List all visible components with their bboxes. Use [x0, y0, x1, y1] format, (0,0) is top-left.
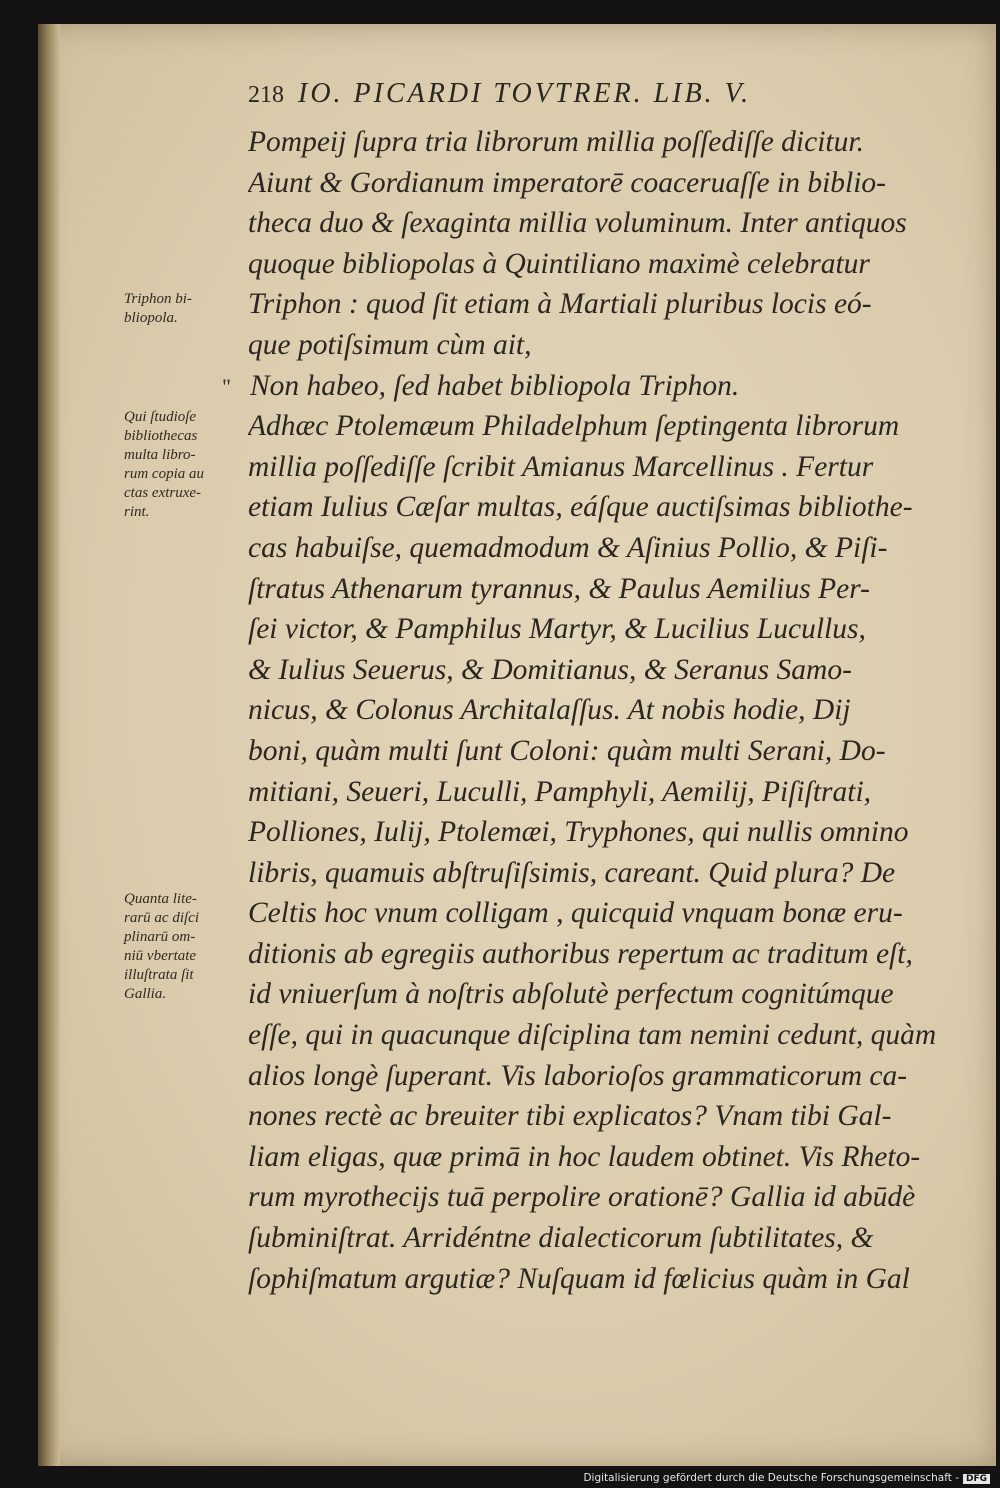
text-line: Triphon : quod ſit etiam à Martiali pluribus locis eó-	[248, 288, 872, 321]
margin-note-line: bliopola.	[124, 310, 178, 326]
quoted-verse-line: Non habeo, ſed habet bibliopola Triphon.	[250, 369, 740, 402]
text-line: millia poſſediſſe ſcribit Amianus Marcellinus . Fertur	[248, 450, 874, 483]
text-line: & Iulius Seuerus, & Domitianus, & Seranus Samo-	[248, 653, 852, 686]
margin-note-triphon	[124, 290, 244, 328]
footer-text: Digitalisierung gefördert durch die Deutsche Forschungsgemeinschaft -	[583, 1472, 959, 1484]
margin-note-line: rarū ac diſci	[124, 910, 199, 926]
text-line: Celtis hoc vnum colligam , quicquid vnquam bonæ eru-	[248, 897, 903, 930]
margin-note-line: Quanta lite-	[124, 891, 197, 907]
text-line: eſſe, qui in quacunque diſciplina tam nemini cedunt, quàm	[248, 1019, 937, 1052]
margin-note-gallia	[124, 890, 244, 1004]
text-line: nicus, & Colonus Architalaſſus. At nobis hodie, Dij	[248, 694, 851, 727]
margin-note-line: multa libro-	[124, 447, 196, 463]
margin-note-line: ctas extruxe-	[124, 485, 202, 501]
text-line: que potiſsimum cùm ait,	[248, 328, 532, 361]
margin-note-line: Qui ſtudioſe	[124, 409, 197, 425]
text-line: Pompeij ſupra tria librorum millia poſſediſſe dicitur.	[248, 126, 864, 158]
text-line: libris, quamuis abſtruſiſsimis, careant. Quid plura? De	[248, 856, 896, 889]
margin-note-line: rint.	[124, 504, 150, 520]
text-line: Polliones, Iulij, Ptolemæi, Tryphones, qui nullis omnino	[248, 816, 909, 849]
text-line: Aiunt & Gordianum imperatorē coaceruaſſe in biblio-	[248, 166, 886, 199]
page-number: 218	[248, 82, 284, 108]
running-head	[248, 78, 928, 118]
margin-note-line: Triphon bi-	[124, 291, 192, 307]
text-line: boni, quàm multi ſunt Coloni: quàm multi Serani, Do-	[248, 734, 886, 767]
page-gutter	[38, 24, 60, 1466]
text-line: quoque bibliopolas à Quintiliano maximè celebratur	[248, 247, 870, 280]
text-line: alios longè ſuperant. Vis laborioſos grammaticorum ca-	[248, 1059, 908, 1092]
text-line: cas habuiſse, quemadmodum & Aſinius Pollio, & Piſi-	[248, 531, 888, 564]
text-line: ſubminiſtrat. Arridéntne dialecticorum ſubtilitates, &	[248, 1222, 874, 1255]
text-line: theca duo & ſexaginta millia voluminum. Inter antiquos	[248, 207, 907, 240]
text-line: liam eligas, quæ primā in hoc laudem obtinet. Vis Rheto-	[248, 1140, 921, 1173]
margin-note-line: niū vbertate	[124, 948, 197, 964]
margin-note-line: illuſtrata ſit	[124, 967, 194, 983]
margin-note-line: rum copia au	[124, 466, 204, 482]
text-line: ſophiſmatum argutiæ? Nuſquam id fœlicius quàm in Gal	[248, 1262, 910, 1295]
text-line: rum myrothecijs tuā perpolire orationē? Gallia id abūdè	[248, 1181, 916, 1214]
text-line: id vniuerſum à noſtris abſolutè perfectum cognitúmque	[248, 978, 894, 1011]
text-line: ſtratus Athenarum tyrannus, & Paulus Aemilius Per-	[248, 572, 870, 605]
body-text	[248, 122, 950, 1299]
running-title: IO. PICARDI TOVTRER. LIB. V.	[298, 78, 752, 109]
quotation-mark: "	[222, 374, 231, 399]
margin-note-line: bibliothecas	[124, 428, 198, 444]
margin-note-line: Gallia.	[124, 986, 167, 1002]
dfg-logo: DFG	[963, 1474, 990, 1484]
text-line: mitiani, Seueri, Luculli, Pamphyli, Aemilij, Piſiſtrati,	[248, 775, 872, 808]
text-line: Adhæc Ptolemæum Philadelphum ſeptingenta librorum	[248, 410, 900, 443]
margin-note-bibliothecas	[124, 408, 244, 522]
text-line: ſei victor, & Pamphilus Martyr, & Lucilius Lucullus,	[248, 613, 866, 646]
text-line: etiam Iulius Cæſar multas, eáſque auctiſsimas bibliothe-	[248, 491, 913, 524]
digitization-footer	[583, 1472, 990, 1484]
text-line: nones rectè ac breuiter tibi explicatos? Vnam tibi Gal-	[248, 1100, 892, 1133]
text-line: ditionis ab egregiis authoribus repertum ac traditum eſt,	[248, 937, 913, 970]
margin-note-line: plinarū om-	[124, 929, 196, 945]
